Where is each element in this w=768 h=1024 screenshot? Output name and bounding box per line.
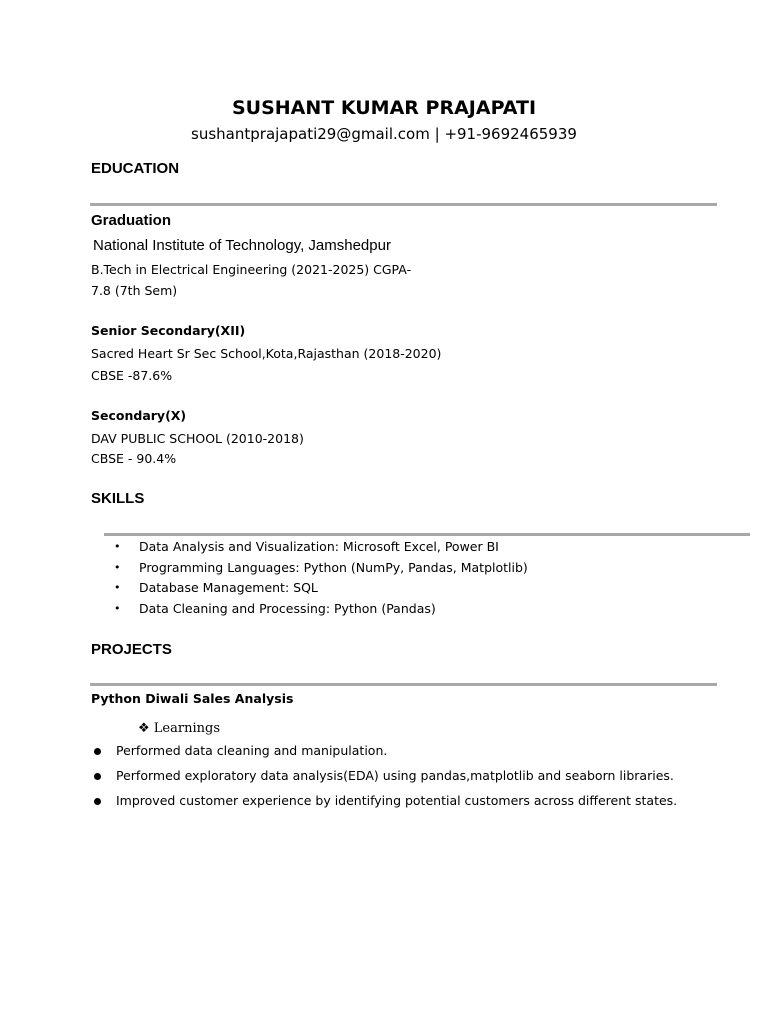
contact-line [0,125,768,143]
graduation-degree-line1: B.Tech in Electrical Engineering (2021-2025) CGPA- [91,262,412,277]
education-divider [90,203,717,206]
bullet-icon: • [114,560,121,574]
secondary-title: Secondary(X) [91,408,187,423]
email-text: sushantprajapati29@gmail.com [191,125,430,143]
learnings-label: Learnings [153,721,220,736]
graduation-degree-line2: 7.8 (7th Sem) [91,283,178,298]
bullet-icon: • [114,581,121,594]
graduation-institute: National Institute of Technology, Jamshedpur [93,237,391,254]
project-title: Python Diwali Sales Analysis [91,691,294,706]
projects-heading: PROJECTS [91,641,172,658]
education-heading: EDUCATION [91,160,180,177]
resume-name: SUSHANT KUMAR PRAJAPATI [231,97,537,119]
contact-separator: | [434,125,440,143]
skills-list [112,537,528,619]
skills-divider [104,533,750,536]
bullet-dot-icon [94,748,101,755]
senior-secondary-score: CBSE -87.6% [91,368,173,383]
learning-item: Improved customer experience by identifying potential customers across different states. [90,793,677,808]
graduation-title: Graduation [91,212,172,229]
secondary-school: DAV PUBLIC SCHOOL (2010-2018) [91,431,304,446]
skills-heading: SKILLS [91,490,145,507]
skill-item: • Programming Languages: Python (NumPy, Pandas, Matplotlib) [112,558,528,579]
skill-item: • Data Cleaning and Processing: Python (Pandas) [112,599,528,620]
learnings-label-row [138,721,220,736]
bullet-icon: • [114,601,121,615]
phone-text: +91-9692465939 [444,125,577,143]
skill-item: • Database Management: SQL [112,578,528,599]
bullet-dot-icon [94,773,101,780]
secondary-score: CBSE - 90.4% [91,451,177,466]
bullet-dot-icon [94,798,101,805]
learning-item: Performed exploratory data analysis(EDA) using pandas,matplotlib and seaborn libraries. [90,768,674,783]
projects-divider [90,683,717,686]
learning-item: Performed data cleaning and manipulation. [90,743,387,758]
senior-secondary-title: Senior Secondary(XII) [91,323,246,338]
senior-secondary-school: Sacred Heart Sr Sec School,Kota,Rajasthan (2018-2020) [91,346,442,361]
skill-item: • Data Analysis and Visualization: Microsoft Excel, Power BI [112,537,528,558]
diamond-bullet-icon: ❖ [138,721,150,736]
bullet-icon: • [114,540,121,553]
